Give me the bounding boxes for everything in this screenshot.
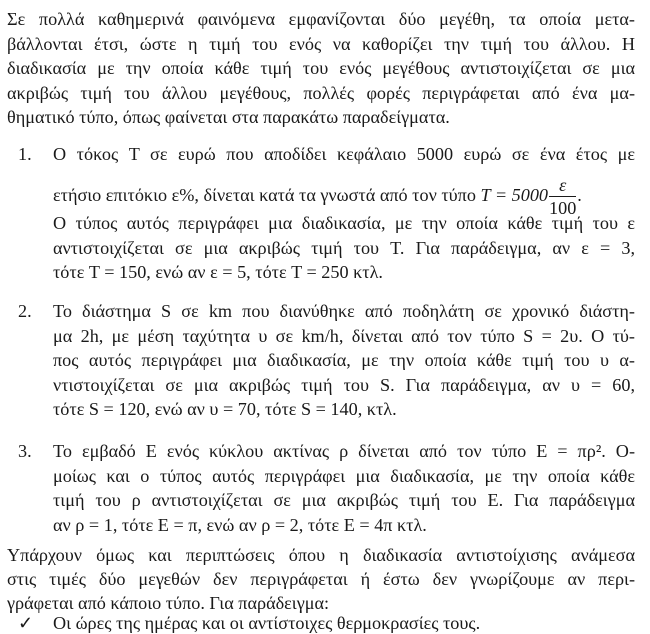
- outro-line-3: γράφεται από κάποιο τύπο. Για παράδειγμα:: [7, 593, 330, 613]
- example-1-line-3: Ο τύπος αυτός περιγράφει μια διαδικασία, με την οποία κάθε τιμή του ε: [53, 213, 635, 233]
- outro-line-2: στις τιμές δύο μεγεθών δεν περιγράφεται ή έστω δεν γνωρίζουμε αν περι-: [7, 569, 635, 589]
- example-1-line-1: Ο τόκος T σε ευρώ που αποδίδει κεφάλαιο 5000 ευρώ σε ένα έτος με: [53, 144, 635, 164]
- bullet-text: Οι ώρες της ημέρας και οι αντίστοιχες θερμοκρασίες τους.: [53, 613, 481, 633]
- example-2-line-3: πος αυτός περιγράφει μια διαδικασία, με την οποία κάθε τιμή του υ α-: [53, 350, 635, 370]
- example-3-line-3: τιμή του ρ αντιστοιχίζεται σε μια ακριβώς τιμή του E. Για παράδειγμα: [53, 490, 635, 510]
- example-3-number: 3.: [18, 441, 32, 461]
- example-3-line-1: Το εμβαδό E ενός κύκλου ακτίνας ρ δίνεται από τον τύπο E = πρ². Ο-: [53, 441, 635, 461]
- formula-interest: T = 5000: [480, 184, 549, 205]
- intro-line-4: ακριβώς τιμή του άλλου μεγέθους, πολλές φορές περιγράφεται από ένα μα-: [7, 83, 635, 103]
- example-2-line-4: ντιστοιχίζεται σε μια ακριβώς τιμή του S. Για παράδειγμα, αν υ = 60,: [53, 375, 635, 395]
- fraction-numerator: ε: [549, 176, 576, 197]
- intro-line-5: θηματικό τύπο, όπως φαίνεται στα παρακάτω παραδείγματα.: [7, 107, 450, 127]
- example-2-line-1: Το διάστημα S σε km που διανύθηκε από ποδηλάτη σε χρονικό διάστη-: [53, 301, 635, 321]
- example-2-number: 2.: [18, 301, 32, 321]
- intro-line-3: διαδικασία με την οποία κάθε τιμή του ενός μεγέθους αντιστοιχίζεται σε μια: [7, 58, 635, 78]
- outro-line-1: Υπάρχουν όμως και περιπτώσεις όπου η διαδικασία αντιστοίχισης ανάμεσα: [7, 545, 635, 565]
- example-2-line-5: τότε S = 120, ενώ αν υ = 70, τότε S = 140, κτλ.: [53, 399, 397, 419]
- intro-line-2: βάλλονται έτσι, ώστε η τιμή του ενός να καθορίζει την τιμή του άλλου. Η: [7, 34, 635, 54]
- example-1-number: 1.: [18, 144, 32, 164]
- example-1-line-4: αντιστοιχίζεται σε μια ακριβώς τιμή του T. Για παράδειγμα, αν ε = 3,: [53, 238, 635, 258]
- intro-line-1: Σε πολλά καθημερινά φαινόμενα εμφανίζονται δύο μεγέθη, τα οποία μετα-: [7, 9, 635, 29]
- fraction-denominator: 100: [549, 198, 577, 219]
- example-1-line-5: τότε T = 150, ενώ αν ε = 5, τότε T = 250 κτλ.: [53, 262, 383, 282]
- example-3-line-4: αν ρ = 1, τότε E = π, ενώ αν ρ = 2, τότε E = 4π κτλ.: [53, 515, 427, 535]
- example-3-line-2: μοίως και ο τύπος αυτός περιγράφει μια διαδικασία, με την οποία κάθε: [53, 466, 635, 486]
- example-1-line-2-end: .: [577, 184, 582, 205]
- check-icon: ✓: [18, 613, 34, 633]
- example-2-line-2: μα 2h, με μέση ταχύτητα υ σε km/h, δίνεται από τον τύπο S = 2υ. Ο τύ-: [53, 326, 635, 346]
- example-1-line-2-text: ετήσιο επιτόκιο ε%, δίνεται κατά τα γνωστά από τον τύπο: [53, 184, 476, 205]
